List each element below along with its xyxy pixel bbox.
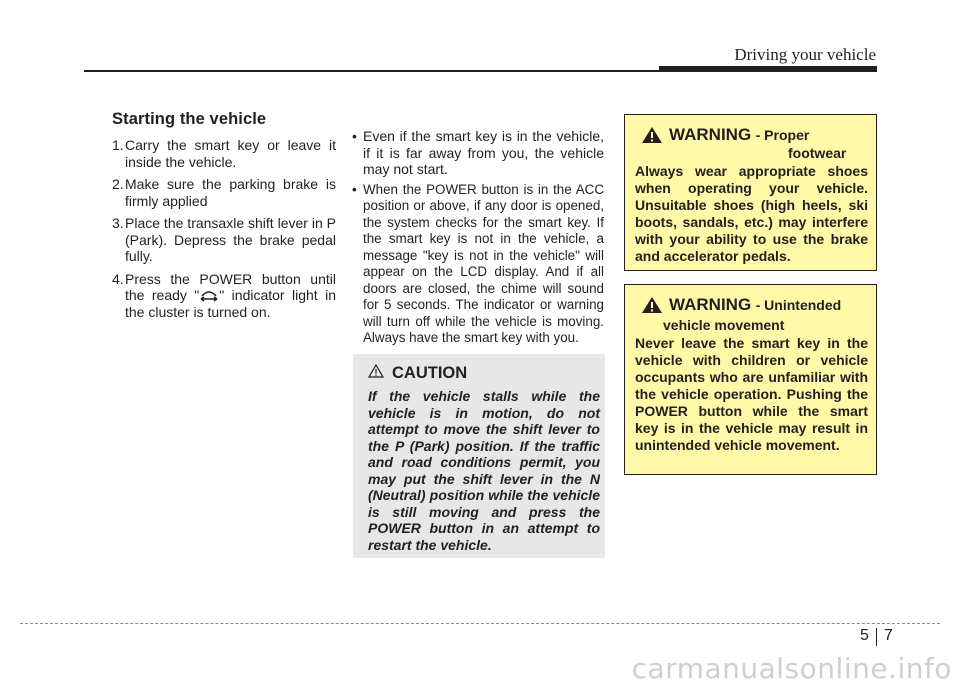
bullet-marker: • xyxy=(352,128,357,144)
warning-text: Always wear appropriate shoes when operating your vehicle. Unsuitable shoes (high heels, ski boots, sandals, etc.) may interfere with your ability to use the brake and accelerator pedals. xyxy=(635,163,868,264)
caution-text: If the vehicle stalls while the vehicle is in motion, do not attempt to move the shift lever to the P (Park) position. If the traffic and road conditions permit, you may put the shift lever in the N (Neutral) position while the vehicle is still moving and press the POWER button in an attempt to restart the vehicle. xyxy=(368,388,600,553)
warning-box-unintended-movement xyxy=(624,284,877,475)
note-text: Even if the smart key is in the vehicle, if it is far away from you, the vehicle may not start. xyxy=(363,128,604,177)
note-item xyxy=(352,182,604,347)
step-text: Place the transaxle shift lever in P (Park). Depress the brake pedal fully. xyxy=(125,215,336,264)
notes-list xyxy=(352,128,604,347)
step-text: Carry the smart key or leave it inside the vehicle. xyxy=(125,137,336,170)
warning-subtitle-line2: vehicle movement xyxy=(663,317,785,333)
page-number-separator xyxy=(876,628,877,646)
watermark: carmanualsonline.info xyxy=(631,652,952,685)
caution-title: CAUTION xyxy=(392,364,468,382)
step-text-after: " indicator light in the cluster is turned on. xyxy=(125,287,337,320)
starting-section xyxy=(112,110,336,326)
warning-triangle-icon xyxy=(641,126,663,144)
steps-list xyxy=(112,137,336,320)
warning-triangle-icon xyxy=(641,296,663,314)
bullet-marker: • xyxy=(352,181,357,197)
notes-section xyxy=(352,128,604,351)
warning-header xyxy=(635,125,868,161)
warning-title: WARNING xyxy=(669,125,752,144)
warning-text: Never leave the smart key in the vehicle with children or vehicle occupants who are unfamiliar with the vehicle operation. Pushing the POWER button while the smart key is in the vehicle may result in unintended vehicle movement. xyxy=(635,335,868,453)
step-item xyxy=(112,215,336,265)
step-number: 4. xyxy=(112,270,124,287)
caution-header xyxy=(368,364,600,383)
warning-box-footwear xyxy=(624,114,877,271)
ready-indicator-icon xyxy=(199,289,219,303)
footer-rule xyxy=(20,623,940,624)
note-text: When the POWER button is in the ACC position or above, if any door is opened, the system checks for the smart key. If the smart key is not in the vehicle, a message "key is not in the vehicle" will appear on the LCD display. And if all doors are closed, the chime will sound for 5 seconds. The indicator or warning will turn off while the vehicle is moving. Always have the smart key with you. xyxy=(363,181,604,345)
step-item xyxy=(112,176,336,209)
warning-subtitle: - Unintended xyxy=(755,297,842,313)
step-number: 2. xyxy=(112,176,124,192)
section-title: Starting the vehicle xyxy=(112,110,267,128)
step-number: 1. xyxy=(112,137,124,153)
step-text: Make sure the parking brake is firmly applied xyxy=(125,176,336,209)
warning-header xyxy=(635,295,868,315)
chapter-number: 5 xyxy=(860,627,869,644)
header-rule-accent xyxy=(659,66,877,72)
step-number: 3. xyxy=(112,215,124,231)
note-item xyxy=(352,128,604,178)
page-number: 7 xyxy=(884,627,893,644)
step-item xyxy=(112,271,336,321)
caution-triangle-icon xyxy=(368,364,384,383)
warning-subtitle: - Proper xyxy=(755,127,810,143)
step-item xyxy=(112,137,336,170)
page-header-title: Driving your vehicle xyxy=(734,45,876,64)
warning-title: WARNING xyxy=(669,295,752,314)
step-text-before: Press the POWER button until the ready " xyxy=(125,270,336,303)
caution-box xyxy=(353,354,605,558)
warning-subtitle-line2: footwear xyxy=(788,145,847,161)
